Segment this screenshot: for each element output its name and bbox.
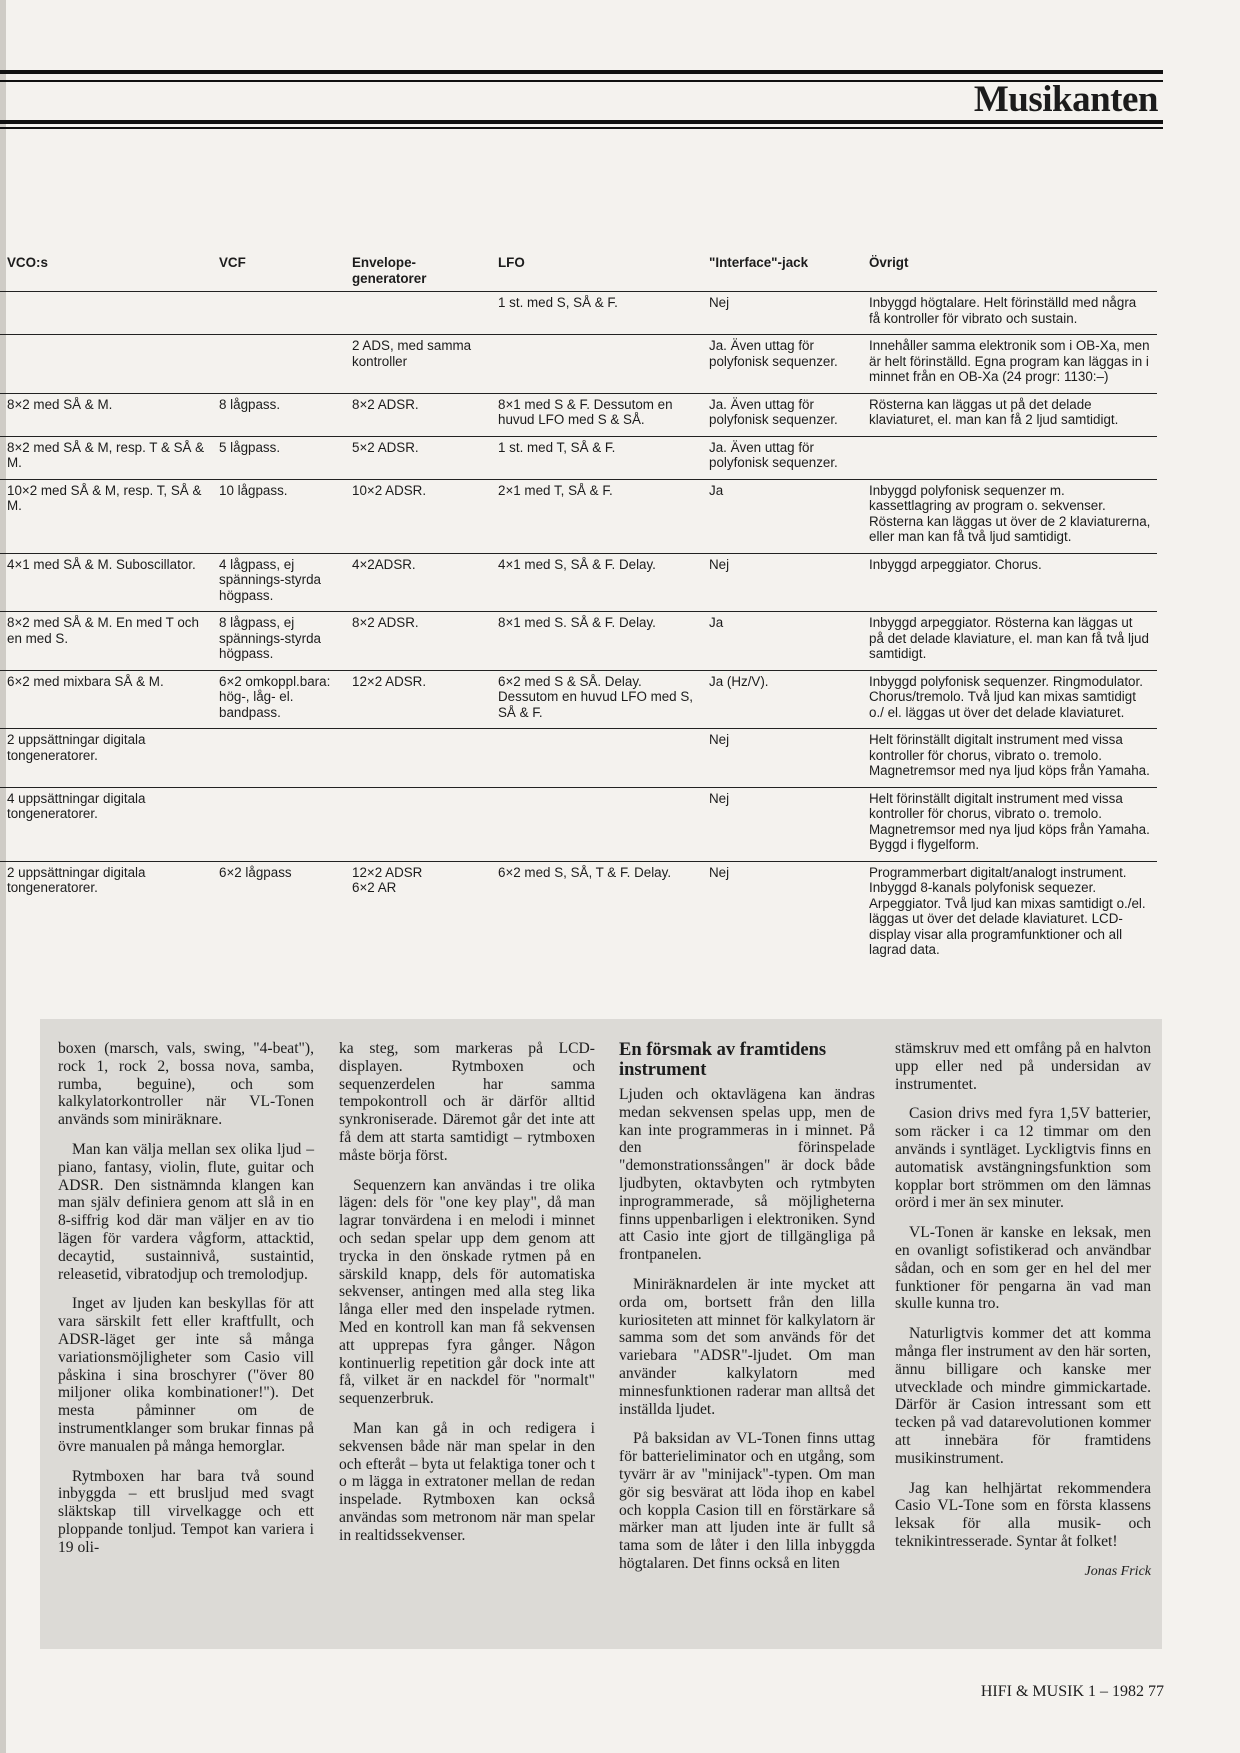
spec-table-cell: 8×1 med S. SÅ & F. Delay. bbox=[491, 612, 702, 671]
spec-table-cell bbox=[345, 787, 491, 861]
paragraph: Casion drivs med fyra 1,5V batterier, som räcker i ca 12 timmar om den används i syntläget. Lyckligtvis finns en automatisk avstängningsfunktion som kopplar bort strömmen om den lämnas orörd i mer än sex minuter. bbox=[895, 1105, 1151, 1212]
spec-table-cell bbox=[212, 729, 345, 788]
paragraph: Man kan gå in och redigera i sekvensen både när man spelar in den och efteråt – byta ut felaktiga toner och t o m lägga in extratoner mellan de redan inspelade. Rytmboxen kan också användas som metronom när man spelar in realtidssekvenser. bbox=[339, 1419, 595, 1544]
spec-table-cell: 4×2ADSR. bbox=[345, 553, 491, 612]
spec-table-cell: 8×2 ADSR. bbox=[345, 393, 491, 436]
paragraph: VL-Tonen är kanske en leksak, men en ovanligt sofistikerad och användbar sådan, och en som ger en hel del mer funktioner för pengarna än vad man skulle kunna tro. bbox=[895, 1224, 1151, 1313]
paragraph: Rytmboxen har bara två sound inbyggda – ett brusljud med svagt släktskap till virvelkagge och ett ploppande tonljud. Tempot kan variera i 19 oli- bbox=[58, 1467, 314, 1556]
spec-table-cell: Innehåller samma elektronik som i OB-Xa, men är helt förinställd. Egna program kan läggas in i minnet från en OB-Xa (24 progr: 1130:–) bbox=[862, 335, 1157, 394]
spec-table-cell: Helt förinställt digitalt instrument med vissa kontroller för chorus, vibrato o. tremolo. Magnetremsor med nya ljud köps från Yamaha. Byggd i flygelform. bbox=[862, 787, 1157, 861]
spec-table-row bbox=[0, 393, 1157, 436]
spec-table-cell bbox=[491, 787, 702, 861]
masthead-title: Musikanten bbox=[973, 79, 1158, 120]
spec-table-cell: Inbyggd arpeggiator. Rösterna kan läggas ut på det delade klaviature, el. man kan få två ljud samtidigt. bbox=[862, 612, 1157, 671]
spec-table-cell: 1 st. med T, SÅ & F. bbox=[491, 436, 702, 479]
spec-table-cell: Ja bbox=[702, 479, 862, 553]
spec-table-row bbox=[0, 436, 1157, 479]
spec-table-cell: Ja. Även uttag för polyfonisk sequenzer. bbox=[702, 335, 862, 394]
spec-table-cell: Nej bbox=[702, 729, 862, 788]
spec-table-cell: 4 lågpass, ej spännings-styrda högpass. bbox=[212, 553, 345, 612]
spec-table-cell bbox=[212, 292, 345, 335]
spec-table-cell bbox=[212, 335, 345, 394]
masthead-rule-bottom-thin bbox=[0, 127, 1163, 129]
spec-table-row bbox=[0, 787, 1157, 861]
spec-table-cell bbox=[491, 729, 702, 788]
spec-table-cell: 4 uppsättningar digitala tongeneratorer. bbox=[0, 787, 212, 861]
spec-table-cell: Inbyggd polyfonisk sequenzer. Ringmodulator. Chorus/tremolo. Två ljud kan mixas samtidigt o./ el. läggas ut över det delade klaviaturet. bbox=[862, 670, 1157, 729]
header-interface: "Interface"-jack bbox=[709, 255, 809, 270]
spec-table-cell: 5×2 ADSR. bbox=[345, 436, 491, 479]
paragraph: Inget av ljuden kan beskyllas för att vara särskilt fett eller kraftfullt, och ADSR-läget ger inte så många variationsmöjligheter som Casio vill påskina i sina broschyrer ("över 80 miljoner olika kombinationer!"). Det mesta påminner om de instrumentklanger som brukar finnas på övre manualen på många hemorglar. bbox=[58, 1295, 314, 1455]
spec-table-cell bbox=[491, 335, 702, 394]
header-ovrigt: Övrigt bbox=[869, 255, 909, 270]
spec-table-cell: 8×2 ADSR. bbox=[345, 612, 491, 671]
spec-table-cell bbox=[345, 292, 491, 335]
article-column-3 bbox=[619, 1040, 875, 1585]
paragraph: boxen (marsch, vals, swing, "4-beat"), rock 1, rock 2, bossa nova, samba, rumba, beguine), och som kalkylatorkontroller när VL-Tonen används som miniräknare. bbox=[58, 1040, 314, 1129]
spec-table-cell bbox=[0, 335, 212, 394]
paragraph: På baksidan av VL-Tonen finns uttag för batterieliminator och en utgång, som tyvärr är av "minijack"-typen. Om man gör sig besvärat att löda ihop en kabel och koppla Casion till en förstärkare så märker man att ljuden inte är fullt så tama som de låter i den lilla inbyggda högtalaren. Det finns också en liten bbox=[619, 1430, 875, 1572]
spec-table-header-row bbox=[0, 252, 1157, 292]
paragraph: Miniräknardelen är inte mycket att orda om, bortsett från den lilla kuriositeten att minnet för kalkylatorn är samma som det som används för det variebara "ADSR"-ljudet. Om man använder kalkylatorn med minnesfunktionen raderar man alltså det inställda ljudet. bbox=[619, 1275, 875, 1418]
paragraph: Sequenzern kan användas i tre olika lägen: dels för "one key play", då man lagrar tonvärdena i en melodi i minnet och sedan spelar upp dem genom att trycka in den önskade rytmen på en särskild knapp, dels för automatiska sekvenser, antingen med alla steg lika långa eller med den inspelade rytmen. Med en kontroll kan man få sekvensen att upprepas fyra gånger. Någon kontinuerlig repetition går dock inte att få, vilket är en nackdel för "normalt" sequenzerbruk. bbox=[339, 1176, 595, 1408]
spec-table-cell: Inbyggd arpeggiator. Chorus. bbox=[862, 553, 1157, 612]
article-column-2 bbox=[339, 1040, 595, 1557]
spec-table-cell: 6×2 med mixbara SÅ & M. bbox=[0, 670, 212, 729]
spec-table-cell: 8 lågpass. bbox=[212, 393, 345, 436]
spec-table-row bbox=[0, 335, 1157, 394]
spec-table-cell: Ja (Hz/V). bbox=[702, 670, 862, 729]
spec-table-cell: Inbyggd högtalare. Helt förinställd med några få kontroller för vibrato och sustain. bbox=[862, 292, 1157, 335]
header-lfo: LFO bbox=[498, 255, 525, 270]
spec-table-row bbox=[0, 729, 1157, 788]
article-column-1 bbox=[58, 1040, 314, 1569]
spec-table-cell: 8 lågpass, ej spännings-styrda högpass. bbox=[212, 612, 345, 671]
spec-table-cell bbox=[345, 729, 491, 788]
spec-table-cell: 10×2 ADSR. bbox=[345, 479, 491, 553]
spec-table-cell: Nej bbox=[702, 787, 862, 861]
spec-table-cell: 8×1 med S & F. Dessutom en huvud LFO med S & SÅ. bbox=[491, 393, 702, 436]
spec-table-cell: 6×2 med S, SÅ, T & F. Delay. bbox=[491, 861, 702, 966]
spec-table-cell: 6×2 med S & SÅ. Delay. Dessutom en huvud LFO med S, SÅ & F. bbox=[491, 670, 702, 729]
header-vcf: VCF bbox=[219, 255, 246, 270]
spec-table-row bbox=[0, 479, 1157, 553]
spec-table-cell: 6×2 lågpass bbox=[212, 861, 345, 966]
page-footer: HIFI & MUSIK 1 – 1982 77 bbox=[980, 1683, 1164, 1700]
spec-table-cell bbox=[862, 436, 1157, 479]
spec-table-cell: 8×2 med SÅ & M, resp. T & SÅ & M. bbox=[0, 436, 212, 479]
spec-table-cell: Ja bbox=[702, 612, 862, 671]
spec-table-cell: 12×2 ADSR 6×2 AR bbox=[345, 861, 491, 966]
article-column-4 bbox=[895, 1040, 1151, 1581]
spec-table-cell: Rösterna kan läggas ut på det delade klaviaturet, el. man kan få 2 ljud samtidigt. bbox=[862, 393, 1157, 436]
spec-table-cell: 2 uppsättningar digitala tongeneratorer. bbox=[0, 729, 212, 788]
spec-table-row bbox=[0, 553, 1157, 612]
spec-table-cell bbox=[212, 787, 345, 861]
paragraph: Man kan välja mellan sex olika ljud – piano, fantasy, violin, flute, guitar och ADSR. Den sistnämnda klangen kan man själv definiera genom att slå in en 8-siffrig kod där man väljer en av tio lägen för vardera vågform, attacktid, decaytid, sustainnivå, sustaintid, releasetid, vibratodjup och tremolodjup. bbox=[58, 1140, 314, 1283]
spec-table-cell: Nej bbox=[702, 553, 862, 612]
paragraph: stämskruv med ett omfång på en halvton upp eller ned på undersidan av instrumentet. bbox=[895, 1040, 1151, 1093]
spec-table-cell: 10 lågpass. bbox=[212, 479, 345, 553]
header-envelope: Envelope- generatorer bbox=[352, 255, 427, 286]
subheading: En försmak av framtidens instrument bbox=[619, 1040, 827, 1080]
spec-table-cell: Helt förinställt digitalt instrument med vissa kontroller för chorus, vibrato o. tremolo. Magnetremsor med nya ljud köps från Yamaha. bbox=[862, 729, 1157, 788]
spec-table-cell: 10×2 med SÅ & M, resp. T, SÅ & M. bbox=[0, 479, 212, 553]
spec-table-cell: 2 ADS, med samma kontroller bbox=[345, 335, 491, 394]
spec-table-cell: 4×1 med SÅ & M. Suboscillator. bbox=[0, 553, 212, 612]
spec-table-cell: 4×1 med S, SÅ & F. Delay. bbox=[491, 553, 702, 612]
header-vco: VCO:s bbox=[7, 255, 48, 270]
spec-table-row bbox=[0, 861, 1157, 966]
masthead-rule-top bbox=[0, 70, 1163, 74]
spec-table-cell: Inbyggd polyfonisk sequenzer m. kassettlagring av program o. sekvenser. Rösterna kan läggas ut över de 2 klaviaturerna, eller man kan få två ljud samtidigt. bbox=[862, 479, 1157, 553]
spec-table-cell: 1 st. med S, SÅ & F. bbox=[491, 292, 702, 335]
spec-table-cell: Ja. Även uttag för polyfonisk sequenzer. bbox=[702, 393, 862, 436]
paragraph: Naturligtvis kommer det att komma många fler instrument av den här sorten, ännu billigare och kanske mer utvecklade och mindre gimmickartade. Därför är Casion intressant som ett tecken på vad datarevolutionen kommer att innebära för framtidens musikinstrument. bbox=[895, 1325, 1151, 1467]
spec-table-cell: Nej bbox=[702, 292, 862, 335]
spec-table-cell: 2 uppsättningar digitala tongeneratorer. bbox=[0, 861, 212, 966]
spec-table-row bbox=[0, 292, 1157, 335]
spec-table-cell: 8×2 med SÅ & M. bbox=[0, 393, 212, 436]
byline: Jonas Frick bbox=[1084, 1563, 1151, 1579]
spec-table-cell: Nej bbox=[702, 861, 862, 966]
spec-table-cell: Ja. Även uttag för polyfonisk sequenzer. bbox=[702, 436, 862, 479]
spec-table bbox=[0, 252, 1157, 966]
spec-table-cell: 12×2 ADSR. bbox=[345, 670, 491, 729]
spec-table-cell: 2×1 med T, SÅ & F. bbox=[491, 479, 702, 553]
spec-table-cell: 5 lågpass. bbox=[212, 436, 345, 479]
spec-table-cell bbox=[0, 292, 212, 335]
spec-table-row bbox=[0, 612, 1157, 671]
spec-table-cell: Programmerbart digitalt/analogt instrument. Inbyggd 8-kanals polyfonisk sequezer. Arpeggiator. Två ljud kan mixas samtidigt o./el. läggas ut över det delade klaviaturet. LCD-display visar alla programfunktioner och all lagrad data. bbox=[862, 861, 1157, 966]
spec-table-cell: 6×2 omkoppl.bara: hög-, låg- el. bandpass. bbox=[212, 670, 345, 729]
paragraph: Jag kan helhjärtat rekommendera Casio VL-Tone som en första klassens leksak för alla musik- och teknikintresserade. Syntar åt folket! bbox=[895, 1479, 1151, 1550]
paragraph: Ljuden och oktavlägena kan ändras medan sekvensen spelas upp, men de kan inte programmeras in i minnet. På den förinspelade "demonstrationssången" är dock både ljudbyten, oktavbyten och rytmbyten inprogrammerade, så möjligheterna finns uppenbarligen i elektroniken. Synd att Casio inte gjort de tillgängliga på frontpanelen. bbox=[619, 1086, 875, 1264]
spec-table-row bbox=[0, 670, 1157, 729]
paragraph: ka steg, som markeras på LCD-displayen. Rytmboxen och sequenzerdelen har samma tempokontroll och är därför alltid synkroniserade. Däremot går det inte att få dem att starta samtidigt – rytmboxen måste börja först. bbox=[339, 1040, 595, 1164]
spec-table-cell: 8×2 med SÅ & M. En med T och en med S. bbox=[0, 612, 212, 671]
